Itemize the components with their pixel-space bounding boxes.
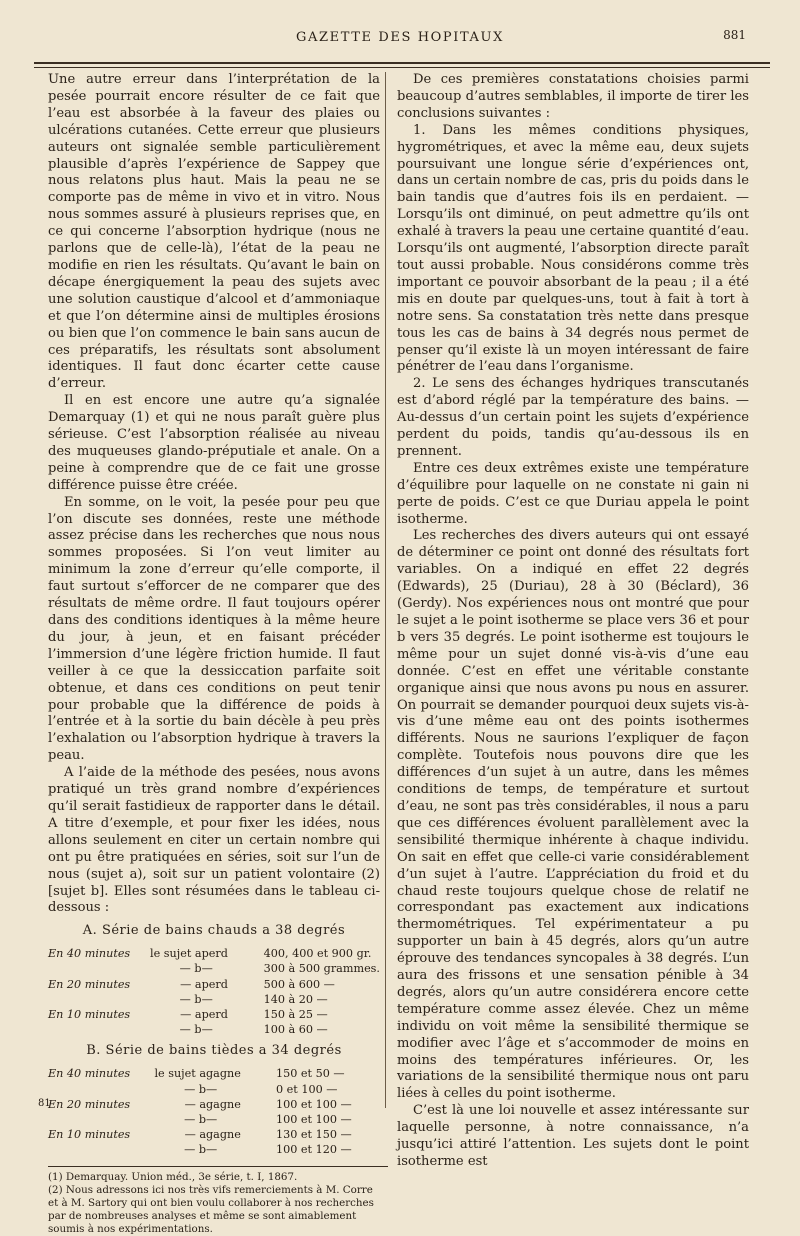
row-values: 140 à 20 — [263,992,328,1006]
table-row [48,977,380,992]
table-row [48,1112,380,1127]
row-values: 100 et 120 — [276,1143,352,1157]
header-rule-thin [34,67,770,68]
row-label [48,961,132,976]
table-row [48,1142,380,1157]
row-action: — [206,1112,218,1126]
column-divider [385,72,386,1108]
row-values: 300 à 500 grammes. [263,962,380,976]
row-label: En 40 minutes [48,1067,131,1081]
table-row [48,1127,380,1142]
row-values: 400, 400 et 900 gr. [263,947,372,961]
row-action: — [201,1023,213,1037]
series-a-table [48,946,380,1037]
paragraph: En somme, on le voit, la pesée pour peu que l’on discute ses données, reste une méthode assez précise dans les recherches que nous nous sommes proposées. Si l’on veut limiter au minimum la zone d’erreur qu’elle comporte, il faut surtout s’efforcer de ne comparer que des résultats de même ordre. Il faut toujours opérer dans des conditions identiques à la même heure du jour, à jeun, et en faisant précéder l’immersion d’une légère friction humide. Il faut veiller à ce que la dessiccation parfaite soit obtenue, et dans ces conditions on peut tenir pour probable que la différence de poids à l’entrée et à la sortie du bain décèle à peu près l’exhalation ou l’absorption hydrique à travers la peau. [48,494,380,764]
row-subject: — b [184,1112,206,1126]
left-column [48,72,380,1236]
row-action: — [201,992,213,1006]
paragraph: 2. Le sens des échanges hydriques transcutanés est d’abord réglé par la température des bains. — Au-dessus d’un certain point les sujets d’expérience perdent du poids, tandis qu’au-dessous ils en prennent. [397,376,749,459]
table-row [48,961,380,976]
row-action: perd [201,947,228,961]
row-label [48,1022,132,1037]
row-label [48,1142,132,1157]
row-subject: le sujet a [150,947,202,961]
paragraph: Les recherches des divers auteurs qui ont essayé de déterminer ce point ont donné des résultats fort variables. On a indiqué en effet 22 degrés (Edwards), 25 (Duriau), 28 à 30 (Béclard), 36 (Gerdy). Nos expériences nous ont montré que pour le sujet a le point isotherme se place vers 36 et pour b vers 35 degrés. Le point isotherme est toujours le même pour un sujet donné vis-à-vis d’une eau donnée. C’est en effet une véritable constante organique ainsi que nous avons pu nous en assurer. On pourrait se demander pourquoi deux sujets vis-à-vis d’une même eau ont des points isothermes différents. Nous ne saurions l’expliquer de façon complète. Toutefois nous pouvons dire que les différences d’un sujet à un autre, dans les mêmes conditions de temps, de température et surtout d’eau, ne sont pas très considérables, il nous a paru que ces différences évoluent parallèlement avec la sensibilité thermique inhérente à chaque individu. On sait en effet que celle-ci varie considérablement d’un sujet à l’autre. L’appréciation du froid et du chaud reste toujours quelque chose de relatif ne correspondant pas exactement aux indications thermométriques. Tel expérimentateur a pu supporter un bain à 45 degrés, alors qu’un autre éprouve des tendances syncopales à 38 degrés. L’un aura des frissons et une sensation pénible à 34 degrés, alors qu’un autre considérera encore cette température comme assez élevée. Chez un même individu on voit même la sensibilité thermique se modifier avec l’âge et s’accommoder de moins en moins des températures inférieures. Or, les variations de la sensibilité thermique nous ont paru liées à celles du point isotherme. [397,528,749,1102]
paragraph: Une autre erreur dans l’interprétation de la pesée pourrait encore résulter de ce fait que l’eau est absorbée à la faveur des plaies ou ulcérations cutanées. Cette erreur que plusieurs auteurs ont signalée semble particulièrement plausible d’après l’expérience de Sappey que nous relatons plus haut. Mais la peau ne se comporte pas de même in vivo et in vitro. Nous nous sommes assuré à plusieurs reprises que, en ce qui concerne l’absorption hydrique (nous ne parlons que de celle-là), l’état de la peau ne modifie en rien les résultats. Qu’avant le bain on décape énergiquement la peau des sujets avec une solution caustique d’alcool et d’ammoniaque et que l’on détermine ainsi de multiples érosions ou bien que l’on commence le bain sans aucun de ces préparatifs, les résultats sont absolument identiques. Il faut donc écarter cette cause d’erreur. [48,72,380,392]
row-subject: — b [179,962,202,976]
row-label: En 10 minutes [48,1128,131,1142]
table-row [48,946,380,961]
row-subject: — b [179,992,202,1006]
row-subject: — a [180,977,202,991]
row-label: En 20 minutes [48,977,131,991]
row-values: 150 et 50 — [276,1067,345,1081]
paragraph: Entre ces deux extrêmes existe une température d’équilibre pour laquelle on ne constate ni gain ni perte de poids. C’est ce que Duriau appela le point isotherme. [397,460,749,527]
row-values: 100 à 60 — [263,1023,328,1037]
row-label [48,1082,132,1097]
row-subject: — b [184,1082,206,1096]
row-subject: — b [184,1143,206,1157]
row-label [48,992,132,1007]
page-number: 881 [723,28,746,42]
row-action: gagne [206,1128,241,1142]
row-action: — [206,1143,218,1157]
series-b-title: B. Série de bains tièdes a 34 degrés [86,1043,342,1059]
footnote: (1) Demarquay. Union méd., 3e série, t. I, 1867. [48,1170,298,1183]
row-subject: — b [179,1023,202,1037]
row-values: 130 et 150 — [276,1128,352,1142]
paragraph: Il en est encore une autre qu’a signalée Demarquay (1) et qui ne nous paraît guère plus sérieuse. C’est l’absorption réalisée au niveau des muqueuses glando-préputiale et anale. On a peine à comprendre que de ce fait une grosse différence puisse être créée. [48,393,380,493]
row-values: 500 à 600 — [263,977,335,991]
row-action: — [201,962,213,976]
footnote-rule [48,1166,388,1167]
series-a-title: A. Série de bains chauds a 38 degrés [82,923,346,939]
paragraph: A l’aide de la méthode des pesées, nous avons pratiqué un très grand nombre d’expériences qu’il serait fastidieux de rapporter dans le détail. A titre d’exemple, et pour fixer les idées, nous allons seulement en citer un certain nombre qui ont pu être pratiquées en séries, soit sur l’un de nous (sujet a), soit sur un patient volontaire (2) [sujet b]. Elles sont résumées dans le tableau ci-dessous : [48,765,380,916]
row-action: perd [201,1008,228,1022]
row-values: 150 à 25 — [263,1008,328,1022]
footnote: (2) Nous adressons ici nos très vifs remerciements à M. Corre et à M. Sartory qui ont bien voulu collaborer à nos recherches par de nombreuses analyses et même se sont aimablement soumis à nos expérimentations. [48,1183,374,1235]
row-label: En 40 minutes [48,947,131,961]
library-stamp: 81 [38,1098,51,1109]
row-label [48,1112,132,1127]
row-values: 0 et 100 — [276,1082,338,1096]
table-row [48,1097,380,1112]
paragraph: C’est là une loi nouvelle et assez intéressante sur laquelle personne, à notre connaissance, n’a jusqu’ici attiré l’attention. Les sujets dont le point isotherme est [397,1103,749,1169]
row-subject: — a [184,1128,206,1142]
paragraph: 1. Dans les mêmes conditions physiques, hygrométriques, et avec la même eau, deux sujets poursuivant une longue série d’expériences ont, dans un certain nombre de cas, pris du poids dans le bain tandis que d’autres fois ils en perdaient. — Lorsqu’ils ont diminué, on peut admettre qu’ils ont exhalé à travers la peau une certaine quantité d’eau. Lorsqu’ils ont augmenté, l’absorption directe paraît tout aussi probable. Nous considérons comme très important ce pouvoir absorbant de la peau ; il a été mis en doute par quelques-uns, tout à fait à tort à notre sens. Sa constatation très nette dans presque tous les cas de bains à 34 degrés nous permet de penser qu’il existe là un moyen intéressant de faire pénétrer de l’eau dans l’organisme. [397,122,749,375]
row-values: 100 et 100 — [276,1097,352,1111]
row-label: En 10 minutes [48,1008,131,1022]
table-row [48,1066,380,1081]
journal-title: GAZETTE DES HOPITAUX [296,30,504,45]
row-action: gagne [206,1097,241,1111]
row-action: gagne [206,1067,241,1081]
row-action: perd [201,977,228,991]
table-row [48,1022,380,1037]
table-row [48,1007,380,1022]
series-b-table [48,1066,380,1157]
table-row [48,992,380,1007]
row-subject: le sujet a [154,1067,206,1081]
paragraph: De ces premières constatations choisies parmi beaucoup d’autres semblables, il importe de tirer les conclusions suivantes : [397,72,749,121]
row-subject: — a [180,1008,202,1022]
right-column [397,72,749,1171]
row-subject: — a [184,1097,206,1111]
row-label: En 20 minutes [48,1097,131,1111]
table-row [48,1082,380,1097]
header-rule [34,62,770,64]
row-values: 100 et 100 — [276,1112,352,1126]
row-action: — [206,1082,218,1096]
page-header [0,26,800,56]
